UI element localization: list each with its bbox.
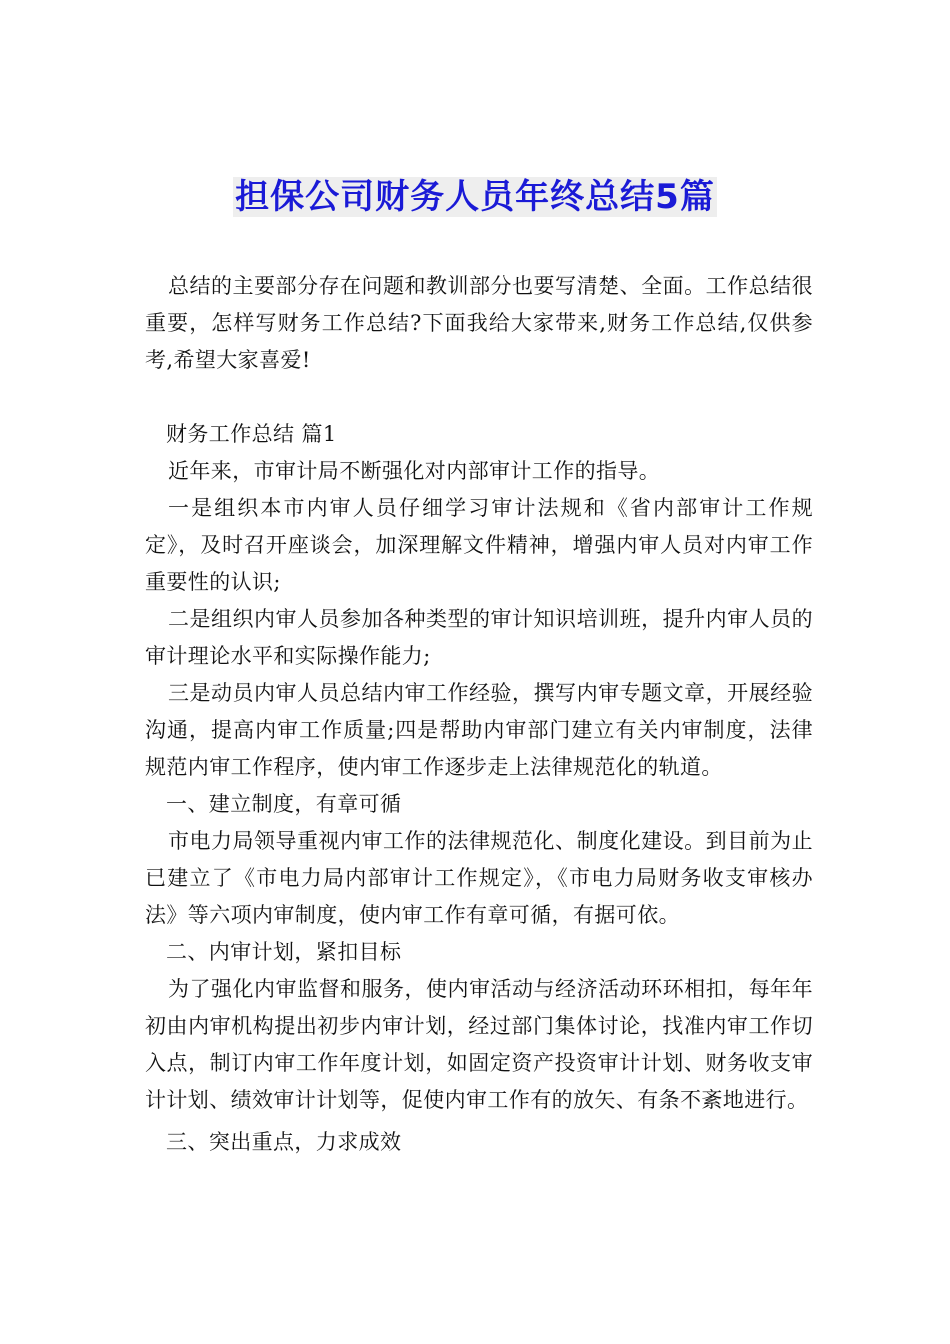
document-body — [145, 268, 813, 1161]
body-paragraph: 为了强化内审监督和服务，使内审活动与经济活动环环相扣，每年年初由内审机构提出初步内审计划，经过部门集体讨论，找准内审工作切入点，制订内审工作年度计划，如固定资产投资审计计划、财务收支审计计划、绩效审计计划等，促使内审工作有的放矢、有条不紊地进行。 — [145, 977, 813, 1112]
body-paragraph: 三是动员内审人员总结内审工作经验，撰写内审专题文章，开展经验沟通，提高内审工作质量;四是帮助内审部门建立有关内审制度，法律规范内审工作程序，使内审工作逐步走上法律规范化的轨道。 — [145, 681, 813, 779]
subheading: 一、建立制度，有章可循 — [166, 792, 402, 816]
document-title — [0, 172, 950, 222]
intro-paragraph: 总结的主要部分存在问题和教训部分也要写清楚、全面。工作总结很重要，怎样写财务工作总结?下面我给大家带来,财务工作总结,仅供参考,希望大家喜爱! — [145, 274, 813, 372]
body-paragraph: 一是组织本市内审人员仔细学习审计法规和《省内部审计工作规定》，及时召开座谈会，加深理解文件精神，增强内审人员对内审工作重要性的认识; — [145, 496, 813, 594]
body-paragraph: 近年来，市审计局不断强化对内部审计工作的指导。 — [168, 459, 661, 483]
subheading: 三、突出重点，力求成效 — [166, 1130, 402, 1154]
body-paragraph: 市电力局领导重视内审工作的法律规范化、制度化建设。到目前为止已建立了《市电力局内部审计工作规定》，《市电力局财务收支审核办法》等六项内审制度，使内审工作有章可循，有据可依。 — [145, 829, 813, 927]
body-paragraph: 二是组织内审人员参加各种类型的审计知识培训班，提升内审人员的审计理论水平和实际操作能力; — [145, 607, 813, 668]
section-title: 财务工作总结 篇1 — [166, 422, 337, 446]
subheading: 二、内审计划，紧扣目标 — [166, 940, 402, 964]
document-title-text: 担保公司财务人员年终总结5篇 — [235, 177, 715, 217]
spacer — [145, 379, 813, 416]
